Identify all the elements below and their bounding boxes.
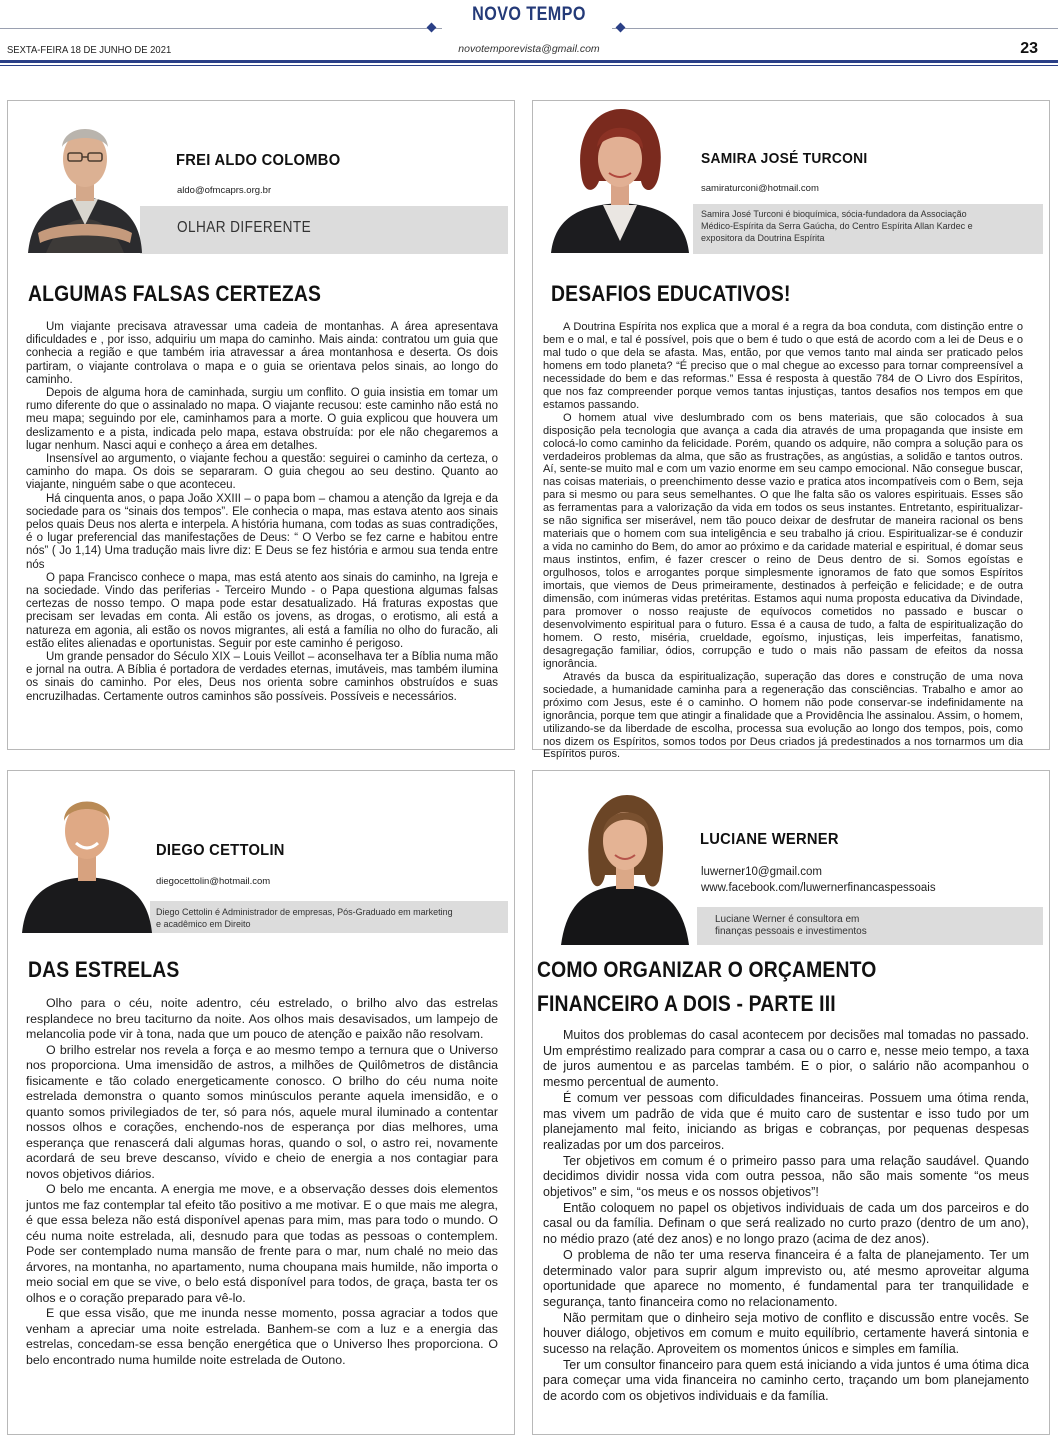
- author-name: SAMIRA JOSÉ TURCONI: [701, 150, 868, 167]
- publication-email: novotemporevista@gmail.com: [458, 43, 600, 55]
- author-name: FREI ALDO COLOMBO: [176, 152, 341, 169]
- header-band-thin: [0, 65, 1058, 66]
- section-title: OLHAR DIFERENTE: [177, 219, 312, 236]
- article-body: [26, 996, 498, 1368]
- page-number: 23: [1020, 40, 1038, 57]
- author-photo: [24, 101, 146, 253]
- paragraph: Um viajante precisava atravessar uma cadeia de montanhas. A área apresentava dificuldades e , por isso, adquiriu um mapa do caminho. Mais ainda: contratou um guia que conhecia a região e que também iria atravessar a área montanhosa e deserta. Os dois partiram, o viajante controlava o mapa e o guia se orientava pelos sinais, ao longo do caminho.: [26, 321, 498, 386]
- article-body: [543, 1028, 1029, 1405]
- author-name: LUCIANE WERNER: [700, 831, 839, 848]
- author-email: diegocettolin@hotmail.com: [156, 876, 271, 887]
- article-body: [26, 321, 498, 704]
- paragraph: Olho para o céu, noite adentro, céu estrelado, o brilho alvo das estrelas resplandece no breu taciturno da noite. Aos olhos mais desavisados, um lampejo de melancolia pode vir à tona, nada que um pouco de atenção e paixão não resolvam.: [26, 996, 498, 1041]
- paragraph: Insensível ao argumento, o viajante fechou a questão: seguirei o caminho da certeza, o caminho do mapa. Os dois se separaram. O guia chegou ao seu destino. Quanto ao viajante, ninguém sabe o que aconteceu.: [26, 453, 498, 492]
- author-photo: [551, 101, 689, 253]
- paragraph: Ter um consultor financeiro para quem está iniciando a vida juntos é uma ótima dica para começar uma vida financeira no caminho certo, traçando um bom planejamento de acordo com os objetivos individuais e da família.: [543, 1357, 1029, 1404]
- portrait-icon: [561, 783, 689, 945]
- author-photo: [22, 781, 152, 933]
- author-photo: [561, 783, 689, 945]
- article-headline-line1: COMO ORGANIZAR O ORÇAMENTO: [537, 957, 877, 982]
- paragraph: Depois de alguma hora de caminhada, surgiu um conflito. O guia insistia em tomar um rumo diferente do que o assinalado no mapa. O viajante recusou: este caminho não está no meu mapa; seguindo por ele, caminhamos para a morte. O guia explicou que houvera um deslizamento e a pista, indicada pelo mapa, estava obstruída: por ele não chegaremos a lugar nenhum. Nasci aqui e conheço a área em detalhes.: [26, 387, 498, 452]
- header-band: [0, 60, 1058, 63]
- author-bio: Luciane Werner é consultora em finanças pessoais e investimentos: [715, 914, 867, 937]
- paragraph: Um grande pensador do Século XIX – Louis Veillot – aconselhava ter a Bíblia numa mão e jornal na outra. A Bíblia é portadora de verdades eternas, imutáveis, mas também ilumina os sinais do caminho. Por eles, Deus nos orienta sobre caminhos obstruídos e suas encruzilhadas. Certamente outros caminhos são possíveis. Possíveis e necessários.: [26, 651, 498, 703]
- publication-title: NOVO TEMPO: [472, 4, 586, 25]
- portrait-icon: [22, 781, 152, 933]
- paragraph: Não permitam que o dinheiro seja motivo de conflito e discussão entre vocês. Se houver diálogo, objetivos em comum e muito equilíbrio, certamente haverá sintonia e sucesso na relação. Aproveitem os momentos únicos e simples em família.: [543, 1310, 1029, 1357]
- article-headline-line2: FINANCEIRO A DOIS - PARTE III: [537, 991, 836, 1016]
- paragraph: Muitos dos problemas do casal acontecem por decisões mal tomadas no passado. Um empréstimo realizado para comprar a casa ou o carro e, nesse meio tempo, a taxa de juros aumentou e as parcelas também. E o pior, o salário não acompanhou o mesmo percentual de aumento.: [543, 1028, 1029, 1090]
- author-email: aldo@ofmcaprs.org.br: [177, 185, 272, 196]
- paragraph: E que essa visão, que me inunda nesse momento, possa agraciar a todos que venham a apreciar uma noite estrelada. Banhem-se com a luz e a energia das estrelas, concedam-se essa benção energética que o Universo lhes proporciona. O belo encontrado numa humilde noite estrelada de Outono.: [26, 1306, 498, 1367]
- author-name: DIEGO CETTOLIN: [156, 842, 285, 859]
- paragraph: O belo me encanta. A energia me move, e a observação desses dois elementos juntos me faz contemplar tal efeito tão positivo a me motivar. E o que mais me alegra, é que essa beleza não está disponível apenas para mim, mas para todo o mundo. O céu numa noite estrelada, ali, desnudo para que todas as pessoas o contemplem. Pode ser contemplado numa mansão de frente para o mar, num chalé no meio das árvores, na montanha, no apartamento, numa choupana mais humilde, não importa o meio social em que se vive, o belo está disponível para todos, de graça, basta ter os olhos e o coração preparado para vê-lo.: [26, 1182, 498, 1305]
- paragraph: O problema de não ter uma reserva financeira é a falta de planejamento. Ter um determinado valor para suprir algum imprevisto ou, até mesmo aproveitar alguma oportunidade que aparece no momento, é fundamental para ter tranquilidade e segurança, tanto financeira como no relacionamento.: [543, 1247, 1029, 1309]
- author-bio: Samira José Turconi é bioquímica, sócia-fundadora da Associação Médico-Espírita da Serra Gaúcha, do Centro Espírita Allan Kardec e expositora da Doutrina Espírita: [701, 209, 973, 243]
- paragraph: É comum ver pessoas com dificuldades financeiras. Possuem uma ótima renda, mas vivem um padrão de vida que é muito caro de sustentar e isso tudo por um planejamento mal feito, iniciando as brigas e cobranças, por pequenas despesas realizadas por um dos parceiros.: [543, 1090, 1029, 1152]
- article-headline: DESAFIOS EDUCATIVOS!: [551, 281, 791, 306]
- article-diego: [7, 770, 515, 1435]
- article-headline: ALGUMAS FALSAS CERTEZAS: [28, 281, 322, 306]
- paragraph: O brilho estrelar nos revela a força e ao mesmo tempo a ternura que o Universo nos proporciona. Uma imensidão de astros, a milhões de Quilômetros de distância fisicamente e tão colado energeticamente conosco. O brilho do céu numa noite estrelada demonstra o quanto somos minúsculos perante aquela imensidão, e o quanto somos privilegiados de ter, só para nós, aquele mural iluminado a contentar nossos olhos e corações, enchendo-nos de esperança por dias melhores, uma esperança que renascerá dali algumas horas, quando o sol, o astro rei, novamente acordará de seu breve descanso, vívido e cheio de energia a nos contagiar para novos objetivos diários.: [26, 1042, 498, 1181]
- author-email: luwerner10@gmail.com: [701, 866, 822, 878]
- header-rule-right: [612, 28, 1058, 29]
- header-rule-left: [0, 28, 442, 29]
- paragraph: O homem atual vive deslumbrado com os bens materiais, que são colocados à sua disposição pela tecnologia que avança a cada dia através de uma propaganda que insiste em colocá-lo como caminho da felicidade. Porém, quando os adquire, não compra a solução para os verdadeiros problemas da alma, que são as frustrações, as angústias, a solidão e tantos outros. Aí, sente-se muito mal e com um vazio enorme em seu campo emocional. Não consegue buscar, nas coisas materiais, o preenchimento desse vazio e pratica atos incompatíveis com o Bem, seja para si mesmo ou para seus semelhantes. O que lhe falta são os valores espirituais. Esses são as ferramentas para a valorização da vida em todos os seus instantes. Entretanto, espiritualizar-se não significa ser miserável, nem tão pouco deixar de desfrutar de maneira racional os bens materiais que o homem com sua inteligência e seu trabalho já criou. Espiritualizar-se é conduzir a vida no caminho do Bem, do amor ao próximo e da caridade material e espiritual, é domar seus maus instintos, enfim, é fazer crescer o reino de Deus dentro de si. Somos egoístas e orgulhosos, tolos e arrogantes porque simplesmente ignoramos de fato que somos Espíritos imortais, que viemos de Deus primeiramente, destinados à perfeição e felicidade; e de outra dimensão, com inúmeras vidas pretéritas. Estamos aqui numa proposta educativa da Divindade, para promover o nosso reajuste de equívocos cometidos no passado e buscar o desenvolvimento espiritual para o futuro. Essa é a causa de tudo, a falta de espiritualização do homem. O resto, miséria, crueldade, egoísmo, injustiças, leis imperfeitas, fanatismo, desagregação familiar, ódios, corrupção e tudo o mais não passam de efeitos da nossa ignorância.: [543, 411, 1023, 670]
- paragraph: O papa Francisco conhece o mapa, mas está atento aos sinais do caminho, na Igreja e na sociedade. Vindo das periferias - Terceiro Mundo - o Papa questiona algumas falsas certezas de nosso tempo. O mapa pode estar desatualizado. Há fraturas expostas que precisam ser levadas em conta. Ali estão os jovens, as drogas, o erotismo, ali está a natureza em agonia, ali estão os novos migrantes, ali está a família no olho do furacão, ali estão elites alienadas e oportunistas. Seguir por este caminho é perigoso.: [26, 571, 498, 650]
- paragraph: Através da busca da espiritualização, superação das dores e construção de uma nova sociedade, a humanidade caminha para a regeneração das consciências. Trabalho e amor ao próximo com Jesus, este é o caminho. O homem não pode conservar-se indefinidamente na ignorância, porque tem que atingir a finalidade que a Providência lhe assinalou. Assim, o homem, utilizando-se da liberdade de escolha, processa sua evolução ao longo dos tempos, pois, como nos dizem os Espíritos, somos todos por Deus criados já predestinados a nos tornarmos um dia Espíritos puros.: [543, 670, 1023, 761]
- paragraph: Então coloquem no papel os objetivos individuais de cada um dos parceiros e do casal ou da família. Definam o que será realizado no curto prazo (dentro de um ano), no médio prazo (até dez anos) e no longo prazo (acima de dez anos).: [543, 1200, 1029, 1247]
- issue-date: SEXTA-FEIRA 18 DE JUNHO DE 2021: [7, 44, 172, 56]
- portrait-icon: [551, 101, 689, 253]
- portrait-icon: [24, 101, 146, 253]
- article-headline: DAS ESTRELAS: [28, 957, 180, 982]
- article-luciane: [532, 770, 1050, 1435]
- article-samira: [532, 100, 1050, 761]
- author-facebook-link[interactable]: www.facebook.com/luwernerfinancaspessoais: [701, 882, 936, 894]
- paragraph: A Doutrina Espírita nos explica que a moral é a regra da boa conduta, com distinção entre o bem e o mal, e tal é possível, pois que o bem é tudo o que está de acordo com a lei de Deus e o mal tudo o que dela se afasta. Mas, então, por que vemos tanto mal ainda ser praticado pelos homens em todo planeta? “É preciso que o mal chegue ao excesso para tornar compreensível a necessidade do bem e das reformas.” Essa é resposta à questão 784 de O Livro dos Espíritos, que nos faz compreender porque vemos tantas injustiças, tantos desafios nos tempos em que estamos passando.: [543, 321, 1023, 411]
- paragraph: Há cinquenta anos, o papa João XXIII – o papa bom – chamou a atenção da Igreja e da sociedade para os “sinais dos tempos”. Ele conhecia o mapa, mas estava atento aos sinais pelos quais Deus nos alerta e interpela. A história humana, com todas as suas contradições, é o lugar preferencial das manifestações de Deus: “ O Verbo se fez carne e habitou entre nós” ( Jo 1,14) Uma tradução mais livre diz: E Deus se fez história e armou sua tenda entre nós: [26, 492, 498, 571]
- author-email: samiraturconi@hotmail.com: [701, 183, 819, 194]
- author-bio: Diego Cettolin é Administrador de empresas, Pós-Graduado em marketing e acadêmico em Direito: [156, 907, 453, 929]
- paragraph: Ter objetivos em comum é o primeiro passo para uma relação saudável. Quando decidimos dividir nossa vida com outra pessoa, não são mais somente “os meus objetivos” e sim, “os meus e os nossos objetivos”!: [543, 1153, 1029, 1200]
- article-body: [543, 321, 1023, 761]
- article-frei-aldo: [7, 100, 515, 750]
